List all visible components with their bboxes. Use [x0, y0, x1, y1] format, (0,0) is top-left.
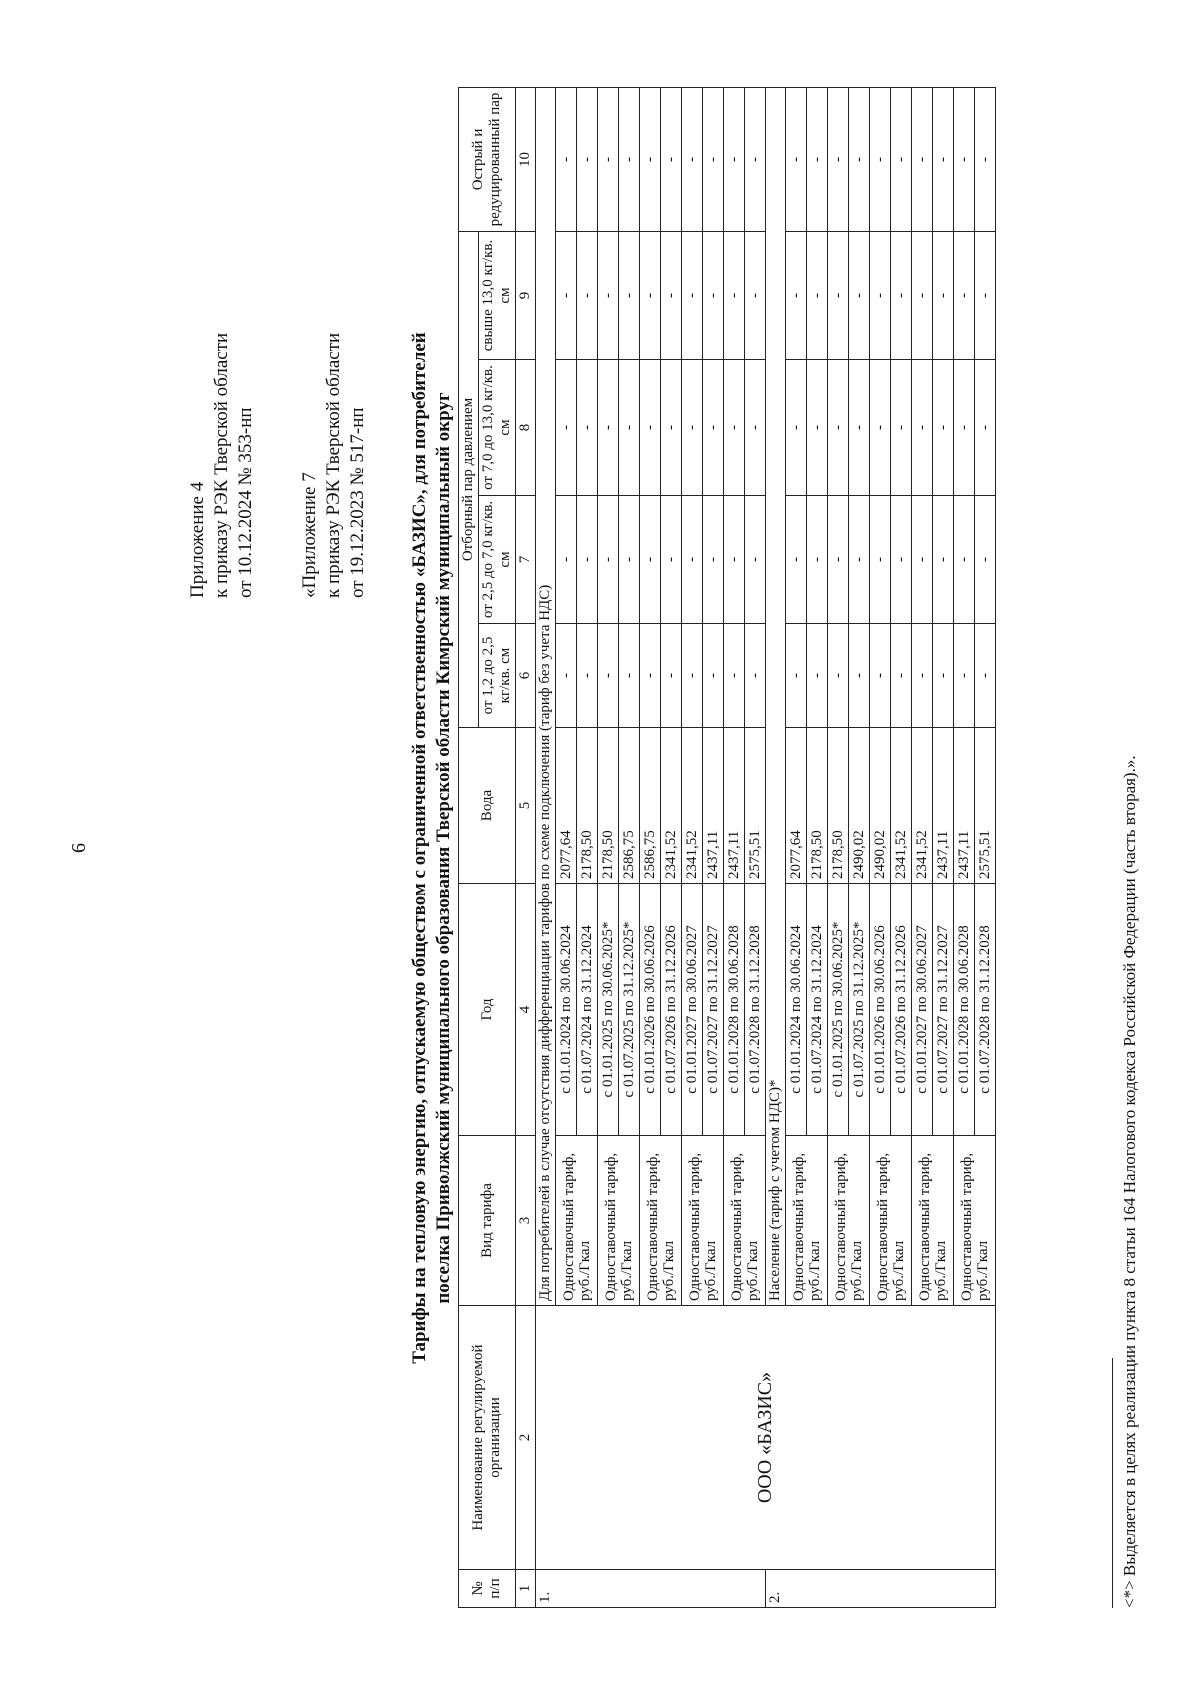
steam-tariff-cell: - — [745, 231, 766, 359]
period-cell: с 01.01.2027 по 30.06.2027 — [682, 884, 703, 1136]
period-cell: с 01.01.2028 по 30.06.2028 — [954, 884, 975, 1136]
water-tariff-cell: 2077,64 — [556, 728, 577, 884]
steam-tariff-cell: - — [807, 231, 828, 359]
column-number-cell: 8 — [516, 360, 536, 496]
appendix-old-line-3: от 19.12.2023 № 517-нп — [347, 407, 368, 598]
steam-tariff-cell: - — [703, 87, 724, 231]
steam-tariff-cell: - — [870, 231, 891, 359]
header-sharp-steam: Острый и редуцированный пар — [459, 87, 516, 231]
tariff-kind-cell: Одноставочный тариф, руб./Гкал — [556, 1136, 598, 1306]
steam-tariff-cell: - — [807, 624, 828, 728]
steam-tariff-cell: - — [849, 231, 870, 359]
water-tariff-cell: 2341,52 — [661, 728, 682, 884]
column-number-row — [516, 87, 536, 1607]
period-cell: с 01.07.2026 по 31.12.2026 — [661, 884, 682, 1136]
steam-tariff-cell: - — [724, 360, 745, 496]
water-tariff-cell: 2178,50 — [828, 728, 849, 884]
steam-tariff-cell: - — [933, 360, 954, 496]
steam-tariff-cell: - — [661, 231, 682, 359]
steam-tariff-cell: - — [870, 496, 891, 624]
steam-tariff-cell: - — [975, 496, 996, 624]
header-pressure-3: от 7,0 до 13,0 кг/кв. см — [479, 360, 516, 496]
steam-tariff-cell: - — [556, 360, 577, 496]
steam-tariff-cell: - — [577, 360, 598, 496]
steam-tariff-cell: - — [577, 624, 598, 728]
tariff-kind-cell: Одноставочный тариф, руб./Гкал — [598, 1136, 640, 1306]
period-cell: с 01.07.2024 по 31.12.2024 — [577, 884, 598, 1136]
steam-tariff-cell: - — [849, 87, 870, 231]
steam-tariff-cell: - — [682, 231, 703, 359]
steam-tariff-cell: - — [598, 87, 619, 231]
steam-tariff-cell: - — [975, 87, 996, 231]
period-cell: с 01.07.2025 по 31.12.2025* — [619, 884, 640, 1136]
header-water: Вода — [459, 728, 516, 884]
water-tariff-cell: 2437,11 — [703, 728, 724, 884]
period-cell: с 01.01.2025 по 30.06.2025* — [828, 884, 849, 1136]
water-tariff-cell: 2437,11 — [724, 728, 745, 884]
tariff-kind-cell: Одноставочный тариф, руб./Гкал — [786, 1136, 828, 1306]
period-cell: с 01.07.2028 по 31.12.2028 — [745, 884, 766, 1136]
period-cell: с 01.01.2024 по 30.06.2024 — [556, 884, 577, 1136]
steam-tariff-cell: - — [954, 87, 975, 231]
period-cell: с 01.07.2026 по 31.12.2026 — [891, 884, 912, 1136]
steam-tariff-cell: - — [912, 231, 933, 359]
steam-tariff-cell: - — [640, 624, 661, 728]
steam-tariff-cell: - — [891, 231, 912, 359]
water-tariff-cell: 2586,75 — [640, 728, 661, 884]
column-number-cell: 1 — [516, 1570, 536, 1608]
water-tariff-cell: 2586,75 — [619, 728, 640, 884]
steam-tariff-cell: - — [682, 87, 703, 231]
footnote-divider — [1112, 1358, 1113, 1608]
period-cell: с 01.01.2027 по 30.06.2027 — [912, 884, 933, 1136]
steam-tariff-cell: - — [556, 624, 577, 728]
header-pressure-4: свыше 13,0 кг/кв. см — [479, 231, 516, 359]
appendix-old-line-1: «Приложение 7 — [299, 472, 320, 598]
steam-tariff-cell: - — [870, 624, 891, 728]
tariff-kind-cell: Одноставочный тариф, руб./Гкал — [954, 1136, 996, 1306]
steam-tariff-cell: - — [807, 360, 828, 496]
organization-name: ООО «БАЗИС» — [536, 1306, 996, 1570]
steam-tariff-cell: - — [828, 624, 849, 728]
steam-tariff-cell: - — [849, 360, 870, 496]
steam-tariff-cell: - — [870, 87, 891, 231]
steam-tariff-cell: - — [724, 87, 745, 231]
water-tariff-cell: 2178,50 — [577, 728, 598, 884]
steam-tariff-cell: - — [745, 87, 766, 231]
water-tariff-cell: 2341,52 — [682, 728, 703, 884]
section-number: 1. — [536, 1570, 766, 1608]
steam-tariff-cell: - — [786, 360, 807, 496]
steam-tariff-cell: - — [577, 87, 598, 231]
column-number-cell: 4 — [516, 884, 536, 1136]
steam-tariff-cell: - — [828, 496, 849, 624]
tariff-kind-cell: Одноставочный тариф, руб./Гкал — [828, 1136, 870, 1306]
steam-tariff-cell: - — [933, 87, 954, 231]
water-tariff-cell: 2178,50 — [598, 728, 619, 884]
steam-tariff-cell: - — [912, 496, 933, 624]
steam-tariff-cell: - — [661, 624, 682, 728]
header-pressure-1: от 1,2 до 2,5 кг/кв. см — [479, 624, 516, 728]
section-number: 2. — [766, 1570, 996, 1608]
steam-tariff-cell: - — [724, 624, 745, 728]
document-title — [408, 58, 456, 1638]
steam-tariff-cell: - — [703, 360, 724, 496]
period-cell: с 01.01.2024 по 30.06.2024 — [786, 884, 807, 1136]
steam-tariff-cell: - — [703, 624, 724, 728]
period-cell: с 01.07.2027 по 31.12.2027 — [703, 884, 724, 1136]
steam-tariff-cell: - — [933, 231, 954, 359]
period-cell: с 01.01.2026 по 30.06.2026 — [870, 884, 891, 1136]
steam-tariff-cell: - — [912, 87, 933, 231]
water-tariff-cell: 2341,52 — [912, 728, 933, 884]
steam-tariff-cell: - — [724, 496, 745, 624]
steam-tariff-cell: - — [912, 624, 933, 728]
header-steam-group: Отборный пар давлением — [459, 231, 479, 727]
steam-tariff-cell: - — [786, 624, 807, 728]
tariff-kind-cell: Одноставочный тариф, руб./Гкал — [870, 1136, 912, 1306]
steam-tariff-cell: - — [619, 231, 640, 359]
steam-tariff-cell: - — [577, 231, 598, 359]
water-tariff-cell: 2077,64 — [786, 728, 807, 884]
column-number-cell: 5 — [516, 728, 536, 884]
period-cell: с 01.07.2024 по 31.12.2024 — [807, 884, 828, 1136]
column-number-cell: 10 — [516, 87, 536, 231]
rotated-document-sheet — [16, 58, 1166, 1638]
water-tariff-cell: 2437,11 — [954, 728, 975, 884]
appendix-reference-old — [298, 333, 370, 598]
tariff-table — [458, 87, 996, 1608]
steam-tariff-cell: - — [682, 624, 703, 728]
period-cell: с 01.07.2027 по 31.12.2027 — [933, 884, 954, 1136]
tariff-kind-cell: Одноставочный тариф, руб./Гкал — [682, 1136, 724, 1306]
steam-tariff-cell: - — [619, 624, 640, 728]
water-tariff-cell: 2178,50 — [807, 728, 828, 884]
appendix-reference-new — [186, 333, 258, 598]
steam-tariff-cell: - — [682, 360, 703, 496]
period-cell: с 01.01.2026 по 30.06.2026 — [640, 884, 661, 1136]
steam-tariff-cell: - — [661, 496, 682, 624]
steam-tariff-cell: - — [891, 360, 912, 496]
tariff-kind-cell: Одноставочный тариф, руб./Гкал — [912, 1136, 954, 1306]
steam-tariff-cell: - — [828, 231, 849, 359]
steam-tariff-cell: - — [954, 231, 975, 359]
water-tariff-cell: 2341,52 — [891, 728, 912, 884]
steam-tariff-cell: - — [598, 231, 619, 359]
footnote: <*> Выделяется в целях реализации пункта 8 статьи 164 Налогового кодекса Российской Федерации (часть вторая).». — [1120, 755, 1139, 1608]
steam-tariff-cell: - — [598, 496, 619, 624]
steam-tariff-cell: - — [745, 496, 766, 624]
period-cell: с 01.01.2025 по 30.06.2025* — [598, 884, 619, 1136]
steam-tariff-cell: - — [807, 87, 828, 231]
steam-tariff-cell: - — [661, 360, 682, 496]
steam-tariff-cell: - — [619, 87, 640, 231]
header-num: № п/п — [459, 1570, 516, 1608]
tariff-kind-cell: Одноставочный тариф, руб./Гкал — [724, 1136, 766, 1306]
steam-tariff-cell: - — [745, 624, 766, 728]
steam-tariff-cell: - — [577, 496, 598, 624]
tariff-table-body — [536, 87, 996, 1607]
water-tariff-cell: 2490,02 — [870, 728, 891, 884]
page-number: 6 — [68, 843, 90, 853]
header-org: Наименование регулируемой организации — [459, 1306, 516, 1570]
steam-tariff-cell: - — [933, 624, 954, 728]
steam-tariff-cell: - — [745, 360, 766, 496]
column-number-cell: 3 — [516, 1136, 536, 1306]
steam-tariff-cell: - — [703, 231, 724, 359]
steam-tariff-cell: - — [954, 496, 975, 624]
appendix-new-line-1: Приложение 4 — [187, 481, 208, 598]
steam-tariff-cell: - — [828, 87, 849, 231]
tariff-kind-cell: Одноставочный тариф, руб./Гкал — [640, 1136, 682, 1306]
steam-tariff-cell: - — [975, 360, 996, 496]
appendix-new-line-2: к приказу РЭК Тверской области — [211, 332, 232, 598]
steam-tariff-cell: - — [849, 496, 870, 624]
steam-tariff-cell: - — [933, 496, 954, 624]
document-title-line-2: поселка Приволжский муниципального образования Тверской области Кимрский муниципальный округ — [433, 392, 454, 1304]
appendix-new-line-3: от 10.12.2024 № 353-нп — [235, 407, 256, 598]
header-year: Год — [459, 884, 516, 1136]
steam-tariff-cell: - — [975, 231, 996, 359]
header-kind: Вид тарифа — [459, 1136, 516, 1306]
steam-tariff-cell: - — [891, 496, 912, 624]
section-title: Население (тариф с учетом НДС)* — [766, 87, 786, 1305]
water-tariff-cell: 2575,51 — [745, 728, 766, 884]
steam-tariff-cell: - — [849, 624, 870, 728]
section-header-row — [536, 87, 556, 1607]
steam-tariff-cell: - — [954, 624, 975, 728]
steam-tariff-cell: - — [640, 360, 661, 496]
steam-tariff-cell: - — [619, 496, 640, 624]
section-title: Для потребителей в случае отсутствия дифференциации тарифов по схеме подключения (тариф без учета НДС) — [536, 87, 556, 1305]
steam-tariff-cell: - — [786, 231, 807, 359]
steam-tariff-cell: - — [619, 360, 640, 496]
appendix-old-line-2: к приказу РЭК Тверской области — [323, 332, 344, 598]
steam-tariff-cell: - — [640, 87, 661, 231]
steam-tariff-cell: - — [661, 87, 682, 231]
steam-tariff-cell: - — [975, 624, 996, 728]
column-number-cell: 7 — [516, 496, 536, 624]
steam-tariff-cell: - — [598, 360, 619, 496]
column-number-cell: 9 — [516, 231, 536, 359]
steam-tariff-cell: - — [954, 360, 975, 496]
steam-tariff-cell: - — [640, 496, 661, 624]
steam-tariff-cell: - — [556, 87, 577, 231]
water-tariff-cell: 2490,02 — [849, 728, 870, 884]
steam-tariff-cell: - — [724, 231, 745, 359]
steam-tariff-cell: - — [891, 87, 912, 231]
steam-tariff-cell: - — [828, 360, 849, 496]
steam-tariff-cell: - — [870, 360, 891, 496]
steam-tariff-cell: - — [891, 624, 912, 728]
period-cell: с 01.01.2028 по 30.06.2028 — [724, 884, 745, 1136]
period-cell: с 01.07.2025 по 31.12.2025* — [849, 884, 870, 1136]
water-tariff-cell: 2437,11 — [933, 728, 954, 884]
header-pressure-2: от 2,5 до 7,0 кг/кв. см — [479, 496, 516, 624]
steam-tariff-cell: - — [556, 496, 577, 624]
steam-tariff-cell: - — [786, 496, 807, 624]
steam-tariff-cell: - — [786, 87, 807, 231]
steam-tariff-cell: - — [556, 231, 577, 359]
water-tariff-cell: 2575,51 — [975, 728, 996, 884]
steam-tariff-cell: - — [640, 231, 661, 359]
document-title-line-1: Тарифы на тепловую энергию, отпускаемую обществом с ограниченной ответственностью «БАЗИС», для потребителей — [409, 332, 430, 1364]
column-number-cell: 6 — [516, 624, 536, 728]
steam-tariff-cell: - — [682, 496, 703, 624]
column-number-cell: 2 — [516, 1306, 536, 1570]
steam-tariff-cell: - — [807, 496, 828, 624]
period-cell: с 01.07.2028 по 31.12.2028 — [975, 884, 996, 1136]
steam-tariff-cell: - — [912, 360, 933, 496]
steam-tariff-cell: - — [703, 496, 724, 624]
steam-tariff-cell: - — [598, 624, 619, 728]
